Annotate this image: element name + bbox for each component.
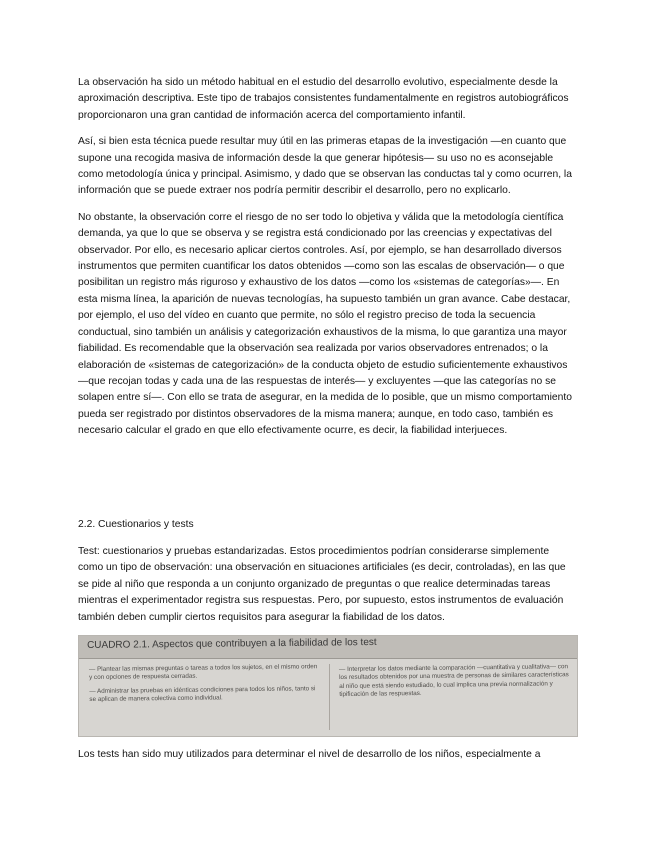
figure-title: CUADRO 2.1. Aspectos que contribuyen a la fiabilidad de los test bbox=[87, 636, 377, 651]
paragraph: Test: cuestionarios y pruebas estandarizadas. Estos procedimientos podrían considerarse simplemente como un tipo de observación: una observación en situaciones artificiales (es decir, controladas), en las que se pide al niño que responda a un conjunto organizado de preguntas o que realice determinadas tareas mientras el experimentador registra sus respuestas. Pero, por supuesto, estos instrumentos de evaluación también deben cumplir ciertos requisitos para asegurar la fiabilidad de los datos. bbox=[78, 546, 566, 623]
figure-item: — Interpretar los datos mediante la comparación —cuantitativa y cualitativa— con los resultados obtenidos por una muestra de personas de similares características al niño que está siendo estudiado, lo cual implica una previa normalización y tipificación de las respuestas. bbox=[339, 663, 569, 698]
section-heading: 2.2. Cuestionarios y tests bbox=[78, 519, 194, 530]
figure-item: — Administrar las pruebas en idénticas condiciones para todos los niños, tanto si se aplican de manera colectiva como individual. bbox=[89, 684, 316, 703]
body-text-top bbox=[78, 75, 576, 450]
paragraph: La observación ha sido un método habitual en el estudio del desarrollo evolutivo, especialmente desde la aproximación descriptiva. Este tipo de trabajos consistentes fundamentalmente en registros autobiográficos proporcionaron una gran cantidad de información acerca del comportamiento infantil. bbox=[78, 77, 569, 121]
paragraph: Los tests han sido muy utilizados para determinar el nivel de desarrollo de los niños, especialmente a bbox=[78, 749, 541, 760]
body-text-bottom bbox=[78, 747, 576, 773]
figure-divider bbox=[329, 664, 330, 730]
figure-right-column bbox=[339, 663, 571, 704]
paragraph: Así, si bien esta técnica puede resultar muy útil en las primeras etapas de la investigación —en cuanto que supone una recogida masiva de información desde la que generar hipótesis— su uso no es aconsejable como metodología única y principal. Asimismo, y dado que se observan las conductas tal y como ocurren, la información que se puede extraer nos podría permitir describir el desarrollo, pero no explicarlo. bbox=[78, 136, 572, 197]
figure-item: — Plantear las mismas preguntas o tareas a todos los sujetos, en el mismo orden y con opciones de respuesta cerradas. bbox=[89, 663, 318, 682]
scanned-table-figure bbox=[78, 635, 578, 737]
body-text-mid bbox=[78, 544, 576, 636]
figure-left-column bbox=[89, 663, 322, 709]
figure-header bbox=[79, 636, 577, 659]
paragraph: No obstante, la observación corre el riesgo de no ser todo lo objetiva y válida que la metodología científica demanda, ya que lo que se observa y se registra está condicionado por las creencias y expectativas del observador. Por ello, es necesario aplicar ciertos controles. Así, por ejemplo, se han desarrollado diversos instrumentos que permiten cuantificar los datos obtenidos —como son las escalas de observación— o que posibilitan un registro más riguroso y exhaustivo de los datos —como los «sistemas de categorías»—. En esta misma línea, la aparición de nuevas tecnologías, ha supuesto también un gran avance. Cabe destacar, por ejemplo, el uso del vídeo en cuanto que permite, no sólo el registro preciso de toda la secuencia conductual, sino también un análisis y categorización exhaustivos de la misma, lo que garantiza una mayor fiabilidad. Es recomendable que la observación sea realizada por varios observadores entrenados; o la elaboración de «sistemas de categorización» de la conducta objeto de estudio suficientemente exhaustivos —que recojan todas y cada una de las respuestas de interés— y excluyentes —que las categorías no se solapen entre sí—. Con ello se trata de asegurar, en la medida de lo posible, que un mismo comportamiento pueda ser registrado por distintos observadores de la misma manera; aunque, en todo caso, también es necesario calcular el grado en que ello efectivamente ocurre, es decir, la fiabilidad interjueces. bbox=[78, 211, 572, 437]
